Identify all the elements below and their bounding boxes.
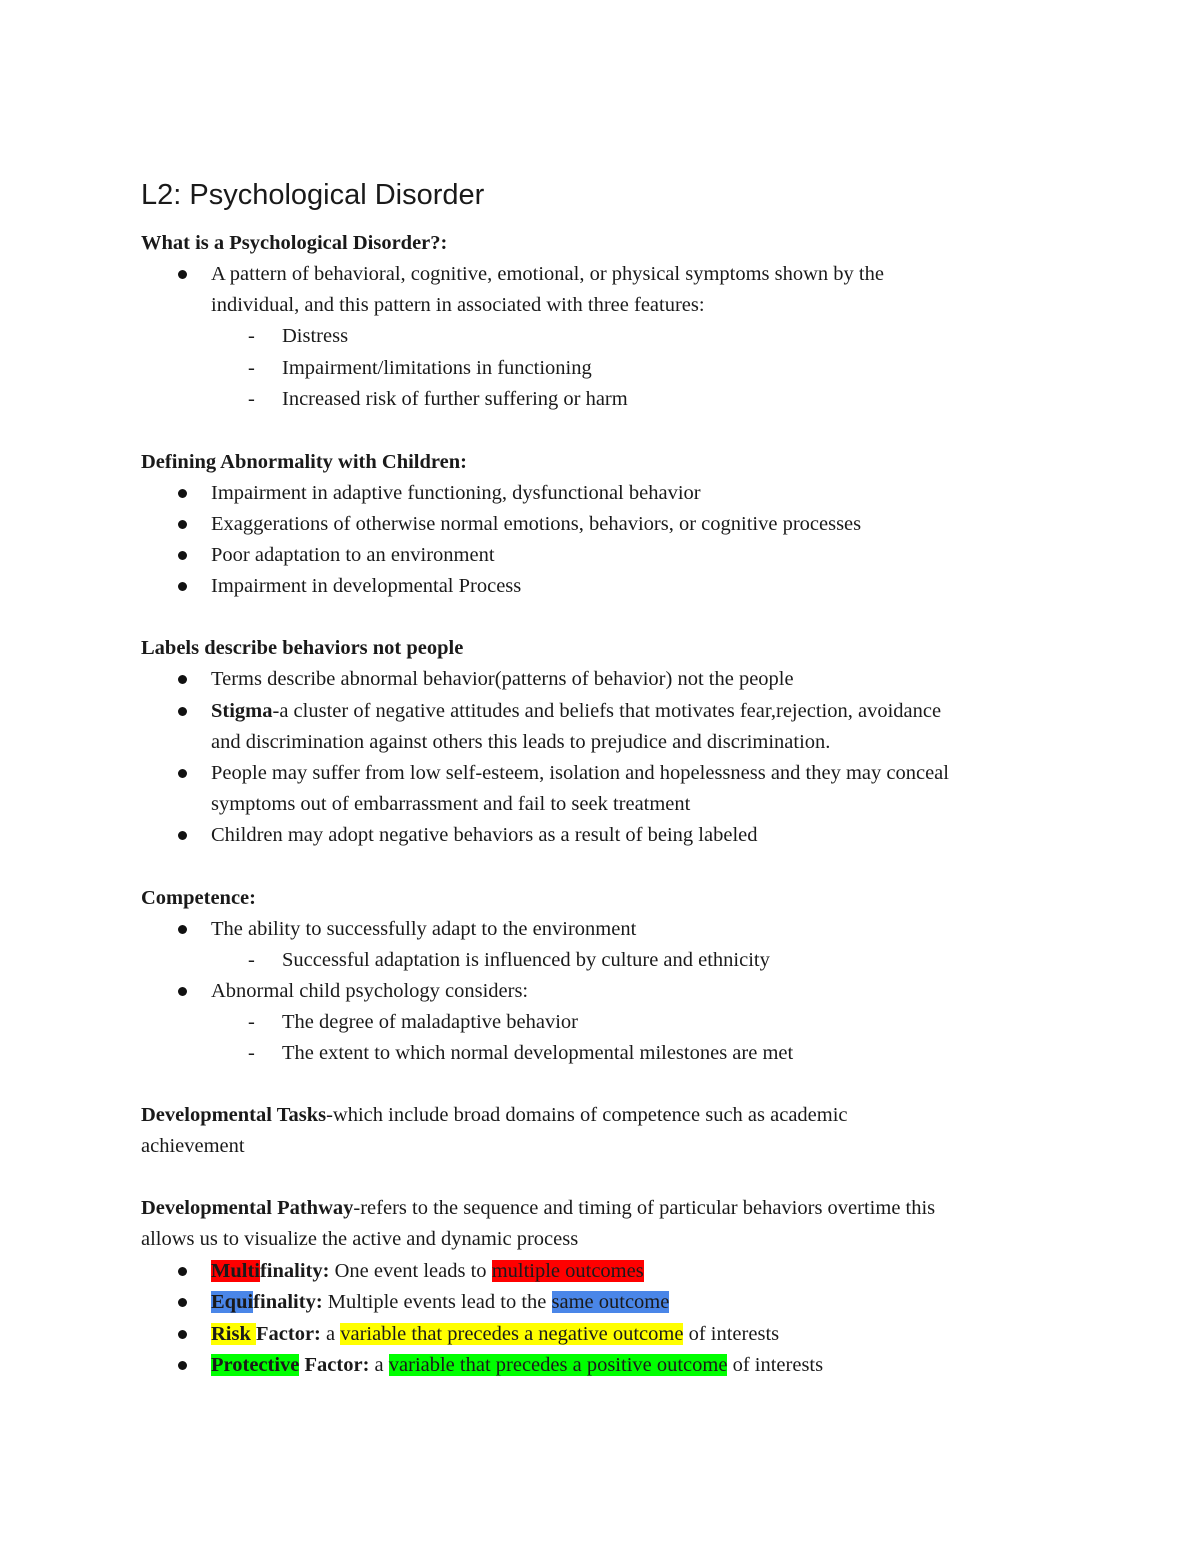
term-suffix: Factor:: [299, 1354, 370, 1376]
bullet-dot: [178, 831, 187, 840]
highlight-green: variable that precedes a positive outcome: [388, 1354, 728, 1376]
list-item-cont: symptoms out of embarrassment and fail to seek treatment: [211, 793, 691, 815]
list-item: Exaggerations of otherwise normal emotions, behaviors, or cognitive processes: [211, 513, 862, 535]
sub-list-item: The extent to which normal developmental milestones are met: [282, 1042, 794, 1064]
item-text: a: [320, 1323, 341, 1345]
section-heading-labels: Labels describe behaviors not people: [141, 637, 464, 659]
highlight-red: multiple outcomes: [491, 1260, 644, 1282]
tasks-definition: -which include broad domains of competence such as academic: [326, 1104, 848, 1126]
dash-marker: -: [248, 357, 255, 379]
highlight-green: Protective: [211, 1354, 300, 1376]
bullet-dot: [178, 1361, 187, 1370]
bullet-dot: [178, 987, 187, 996]
item-text: Multiple events lead to the: [322, 1291, 552, 1313]
item-tail: of interests: [683, 1323, 780, 1345]
bullet-dot: [178, 270, 187, 279]
list-item-stigma: [211, 696, 941, 727]
bullet-dot: [178, 675, 187, 684]
section-heading-what: What is a Psychological Disorder?:: [141, 232, 448, 254]
tasks-term: Developmental Tasks: [141, 1104, 327, 1126]
term-suffix: Factor:: [256, 1323, 321, 1345]
list-item-cont: individual, and this pattern in associated with three features:: [211, 294, 705, 316]
pathway-definition: -refers to the sequence and timing of particular behaviors overtime this: [353, 1197, 936, 1219]
sub-list-item: Successful adaptation is influenced by culture and ethnicity: [282, 949, 770, 971]
list-item: The ability to successfully adapt to the environment: [211, 918, 637, 940]
dash-marker: -: [248, 949, 255, 971]
list-item-multifinality: [211, 1256, 644, 1287]
sub-list-item: Increased risk of further suffering or harm: [282, 388, 628, 410]
list-item: Children may adopt negative behaviors as a result of being labeled: [211, 824, 758, 846]
highlight-blue: Equi: [211, 1291, 254, 1313]
dash-marker: -: [248, 325, 255, 347]
paragraph-cont: achievement: [141, 1135, 245, 1157]
highlight-blue: same outcome: [551, 1291, 670, 1313]
bullet-dot: [178, 1267, 187, 1276]
dash-marker: -: [248, 1011, 255, 1033]
item-tail: of interests: [727, 1354, 824, 1376]
sub-list-item: The degree of maladaptive behavior: [282, 1011, 578, 1033]
list-item: A pattern of behavioral, cognitive, emotional, or physical symptoms shown by the: [211, 263, 884, 285]
list-item-risk: [211, 1319, 779, 1350]
list-item: Impairment in adaptive functioning, dysfunctional behavior: [211, 482, 701, 504]
list-item: Terms describe abnormal behavior(patterns of behavior) not the people: [211, 668, 794, 690]
bullet-dot: [178, 520, 187, 529]
item-text: One event leads to: [329, 1260, 492, 1282]
bullet-dot: [178, 707, 187, 716]
sub-list-item: Impairment/limitations in functioning: [282, 357, 592, 379]
bullet-dot: [178, 1330, 187, 1339]
dash-marker: -: [248, 388, 255, 410]
section-heading-competence: Competence:: [141, 887, 256, 909]
term-suffix: finality:: [259, 1260, 330, 1282]
paragraph-pathway: [141, 1193, 935, 1224]
list-item-protective: [211, 1350, 823, 1381]
list-item: Poor adaptation to an environment: [211, 544, 495, 566]
list-item: People may suffer from low self-esteem, isolation and hopelessness and they may conceal: [211, 762, 949, 784]
stigma-term: Stigma: [211, 700, 273, 722]
document-title: L2: Psychological Disorder: [141, 179, 485, 211]
list-item-equifinality: [211, 1287, 669, 1318]
pathway-term: Developmental Pathway: [141, 1197, 354, 1219]
bullet-dot: [178, 925, 187, 934]
list-item-cont: and discrimination against others this leads to prejudice and discrimination.: [211, 731, 831, 753]
bullet-dot: [178, 1298, 187, 1307]
item-text: a: [369, 1354, 389, 1376]
paragraph-cont: allows us to visualize the active and dynamic process: [141, 1228, 579, 1250]
term-suffix: finality:: [253, 1291, 323, 1313]
stigma-definition: -a cluster of negative attitudes and beliefs that motivates fear,rejection, avoidance: [272, 700, 942, 722]
sub-list-item: Distress: [282, 325, 349, 347]
bullet-dot: [178, 489, 187, 498]
paragraph-tasks: [141, 1100, 848, 1131]
highlight-yellow: Risk: [211, 1323, 257, 1345]
bullet-dot: [178, 769, 187, 778]
list-item: Impairment in developmental Process: [211, 575, 522, 597]
highlight-red: Multi: [211, 1260, 260, 1282]
section-heading-defining: Defining Abnormality with Children:: [141, 451, 467, 473]
list-item: Abnormal child psychology considers:: [211, 980, 529, 1002]
bullet-dot: [178, 582, 187, 591]
bullet-dot: [178, 551, 187, 560]
highlight-yellow: variable that precedes a negative outcome: [340, 1323, 684, 1345]
dash-marker: -: [248, 1042, 255, 1064]
